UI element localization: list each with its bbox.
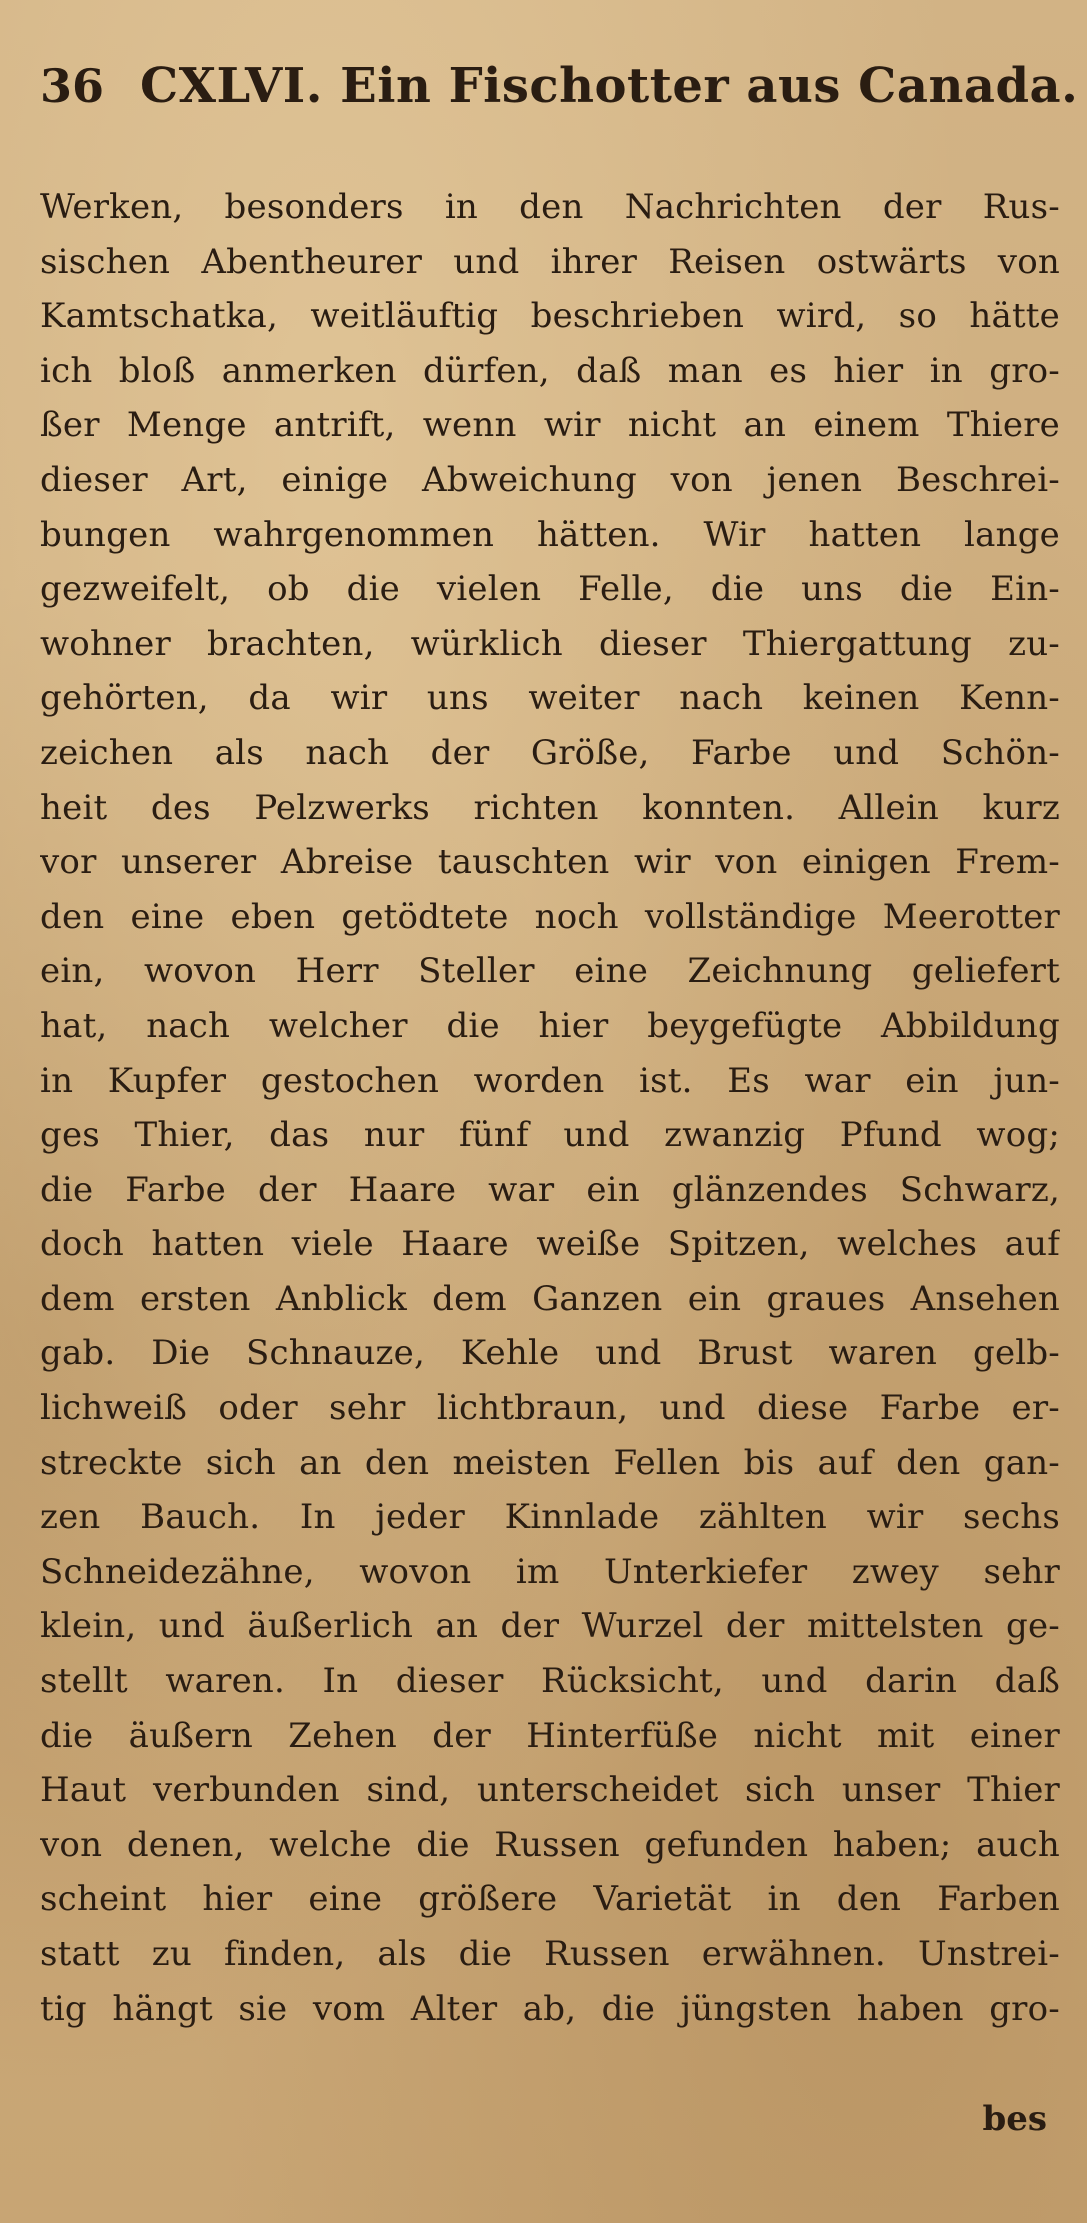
text-line: sischen Abentheurer und ihrer Reisen ostwärts von (40, 241, 1060, 282)
text-line: Kamtschatka, weitläuftig beschrieben wird, so hätte (40, 296, 1060, 337)
text-line: klein, und äußerlich an der Wurzel der mittelsten ge- (40, 1606, 1060, 1647)
text-line: tig hängt sie vom Alter ab, die jüngsten haben gro- (40, 1988, 1060, 2029)
text-line: hat, nach welcher die hier beygefügte Abbildung (40, 1005, 1060, 1046)
page-header (40, 58, 1079, 138)
text-line: bungen wahrgenommen hätten. Wir hatten lange (40, 514, 1060, 555)
body-text (40, 180, 1060, 2036)
text-line: statt zu finden, als die Russen erwähnen. Unstrei- (40, 1934, 1060, 1974)
text-line: zen Bauch. In jeder Kinnlade zählten wir sechs (40, 1497, 1060, 1538)
text-line: streckte sich an den meisten Fellen bis auf den gan- (40, 1442, 1060, 1483)
text-line: ein, wovon Herr Steller eine Zeichnung geliefert (40, 951, 1060, 992)
text-line: Schneidezähne, wovon im Unterkiefer zwey sehr (40, 1551, 1060, 1592)
text-line: in Kupfer gestochen worden ist. Es war ein jun- (40, 1060, 1060, 1101)
text-line: stellt waren. In dieser Rücksicht, und darin daß (40, 1661, 1060, 1702)
text-line: ßer Menge antrift, wenn wir nicht an einem Thiere (40, 405, 1060, 446)
text-line: wohner brachten, würklich dieser Thiergattung zu- (40, 623, 1060, 664)
text-line: den eine eben getödtete noch vollständige Meerotter (40, 896, 1060, 937)
text-line: doch hatten viele Haare weiße Spitzen, welches auf (40, 1224, 1060, 1265)
text-line: gab. Die Schnauze, Kehle und Brust waren gelb- (40, 1333, 1060, 1374)
text-line: ich bloß anmerken dürfen, daß man es hier in gro- (40, 350, 1060, 391)
text-line: die Farbe der Haare war ein glänzendes Schwarz, (40, 1169, 1060, 1210)
text-line: vor unserer Abreise tauschten wir von einigen Frem- (40, 842, 1060, 883)
text-line: ges Thier, das nur fünf und zwanzig Pfund wog; (40, 1115, 1060, 1156)
page-number: 36 (40, 59, 105, 113)
text-line: scheint hier eine größere Varietät in den Farben (40, 1879, 1060, 1920)
running-title: CXLVI. Ein Fischotter aus Canada. (140, 58, 1079, 114)
text-line: die äußern Zehen der Hinterfüße nicht mit einer (40, 1715, 1060, 1756)
text-line: Haut verbunden sind, unterscheidet sich unser Thier (40, 1770, 1060, 1811)
text-line: lichweiß oder sehr lichtbraun, und diese Farbe er- (40, 1388, 1060, 1429)
text-line: gezweifelt, ob die vielen Felle, die uns die Ein- (40, 569, 1060, 610)
text-line: gehörten, da wir uns weiter nach keinen Kenn- (40, 678, 1060, 719)
catchword: bes (982, 2099, 1047, 2139)
text-line: Werken, besonders in den Nachrichten der Rus- (40, 187, 1060, 227)
text-line: dem ersten Anblick dem Ganzen ein graues Ansehen (40, 1278, 1060, 1319)
text-line: dieser Art, einige Abweichung von jenen Beschrei- (40, 459, 1060, 500)
text-line: von denen, welche die Russen gefunden haben; auch (40, 1824, 1060, 1865)
text-line: zeichen als nach der Größe, Farbe und Schön- (40, 732, 1060, 773)
text-line: heit des Pelzwerks richten konnten. Allein kurz (40, 787, 1060, 828)
